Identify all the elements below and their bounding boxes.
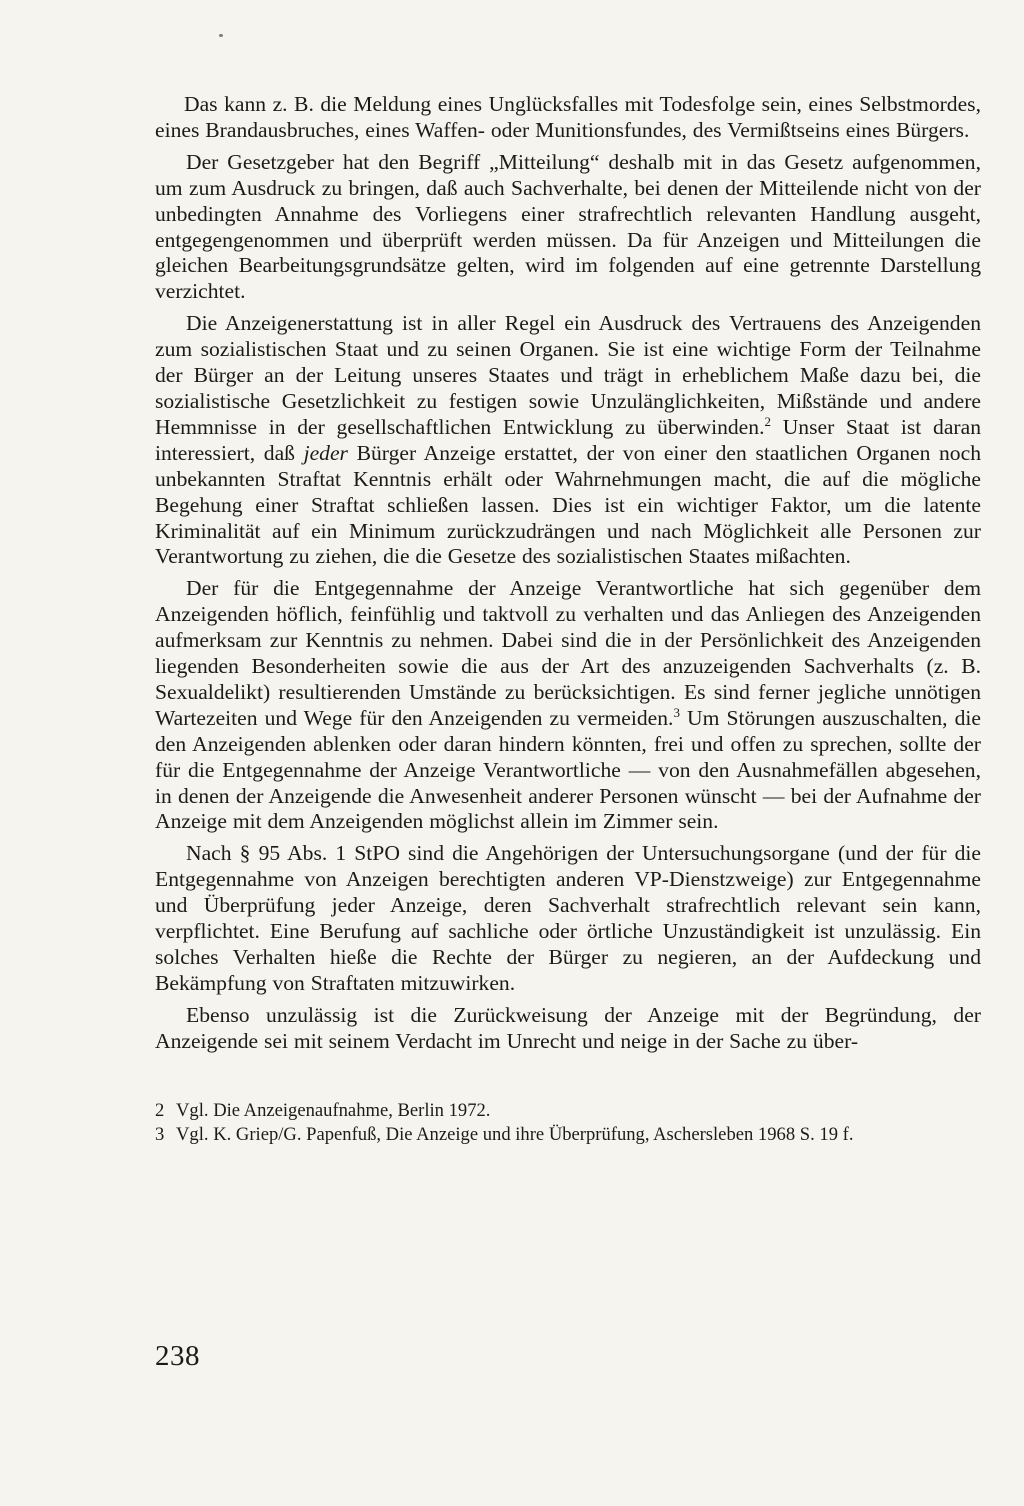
paragraph-4 xyxy=(155,576,981,835)
scan-speck xyxy=(219,34,223,37)
paragraph-2: Der Gesetzgeber hat den Begriff „Mitteilung“ deshalb mit in das Gesetz aufgenommen, um zum Ausdruck zu bringen, daß auch Sachverhalte, bei denen der Mitteilende nicht von der unbedingten Annahme des Vorliegens einer strafrechtlich relevanten Handlung ausgeht, entgegengenommen und überprüft werden müssen. Da für Anzeigen und Mitteilungen die gleichen Bearbeitungsgrundsätze gelten, wird im folgenden auf eine getrennte Darstellung verzichtet. xyxy=(155,149,981,304)
paragraph-6: Ebenso unzulässig ist die Zurückweisung der Anzeige mit der Begründung, der Anzeigende sei mit seinem Verdacht im Unrecht und neige in der Sache zu über- xyxy=(155,1002,981,1053)
body-text xyxy=(155,92,981,1055)
paragraph-4-text-a: Der für die Entgegennahme der Anzeige Verantwortliche hat sich gegenüber dem Anzeigenden höflich, feinfühlig und taktvoll zu verhalten und das Anliegen des Anzeigenden aufmerksam zur Kenntnis zu nehmen. Dabei sind die in der Persönlichkeit des Anzeigenden liegenden Besonderheiten sowie die aus der Art des anzuzeigenden Sachverhalts (z. B. Sexualdelikt) resultierenden Umstände zu berücksichtigen. Es sind ferner jegliche unnötigen Wartezeiten und Wege für den Anzeigenden zu vermeiden. xyxy=(155,576,981,730)
paragraph-4-text-b: Um Störungen auszuschalten, die den Anzeigenden ablenken oder daran hindern könnten, frei und offen zu sprechen, sollte der für die Entgegennahme der Anzeige Verantwortliche — von den Ausnahmefällen abgesehen, in denen der Anzeigende die Anwesenheit anderer Personen wünscht — bei der Aufnahme der Anzeige mit dem Anzeigenden möglichst allein im Zimmer sein. xyxy=(155,705,981,834)
footnote-number: 3 xyxy=(155,1123,165,1145)
footnote-ref-2[interactable]: 2 xyxy=(764,413,771,429)
footnote-3 xyxy=(155,1123,981,1147)
footnotes xyxy=(155,1099,981,1147)
paragraph-5: Nach § 95 Abs. 1 StPO sind die Angehörigen der Untersuchungsorgane (und der für die Entgegennahme von Anzeigen berechtigten anderen VP-Dienstzweige) zur Entgegennahme und Überprüfung jeder Anzeige, deren Sachverhalt strafrechtlich relevant sein kann, verpflichtet. Eine Berufung auf sachliche oder örtliche Unzuständigkeit ist unzulässig. Ein solches Verhalten hieße die Rechte der Bürger zu negieren, an der Aufdeckung und Bekämpfung von Straftaten mitzuwirken. xyxy=(155,841,981,995)
footnote-2 xyxy=(155,1099,981,1123)
paragraph-3 xyxy=(155,311,981,570)
page-number: 238 xyxy=(155,1340,200,1372)
footnote-ref-3[interactable]: 3 xyxy=(673,704,680,720)
footnote-text: Vgl. Die Anzeigenaufnahme, Berlin 1972. xyxy=(176,1099,491,1121)
footnote-text: Vgl. K. Griep/G. Papenfuß, Die Anzeige und ihre Überprüfung, Aschersleben 1968 S. 19 f. xyxy=(176,1123,854,1145)
footnote-number: 2 xyxy=(155,1099,165,1121)
paragraph-3-text-b: Unser Staat ist daran interessiert, daß xyxy=(155,414,981,465)
paragraph-3-emphasis: jeder xyxy=(303,440,348,465)
paragraph-3-text-a: Die Anzeigenerstattung ist in aller Regel ein Ausdruck des Vertrauens des Anzeigenden zum sozialistischen Staat und zu seinen Organen. Sie ist eine wichtige Form der Teilnahme der Bürger an der Leitung unseres Staates und trägt in erheblichem Maße dazu bei, die sozialistische Gesetzlichkeit zu festigen sowie Unzulänglichkeiten, Mißstände und andere Hemmnisse in der gesellschaftlichen Entwicklung zu überwinden. xyxy=(155,311,981,439)
paragraph-3-text-c: Bürger Anzeige erstattet, der von einer den staatlichen Organen noch unbekannten Straftat Kenntnis erhält oder Wahrnehmungen macht, die auf die mögliche Begehung einer Straftat schließen lassen. Dies ist ein wichtiger Faktor, um die latente Kriminalität auf ein Minimum zurückzudrängen und nach Möglichkeit alle Personen zur Verantwortung zu ziehen, die die Gesetze des sozialistischen Staates mißachten. xyxy=(155,440,981,569)
paragraph-1: Das kann z. B. die Meldung eines Unglücksfalles mit Todesfolge sein, eines Selbstmordes, eines Brandausbruches, eines Waffen- oder Munitionsfundes, des Vermißtseins eines Bürgers. xyxy=(155,92,981,142)
